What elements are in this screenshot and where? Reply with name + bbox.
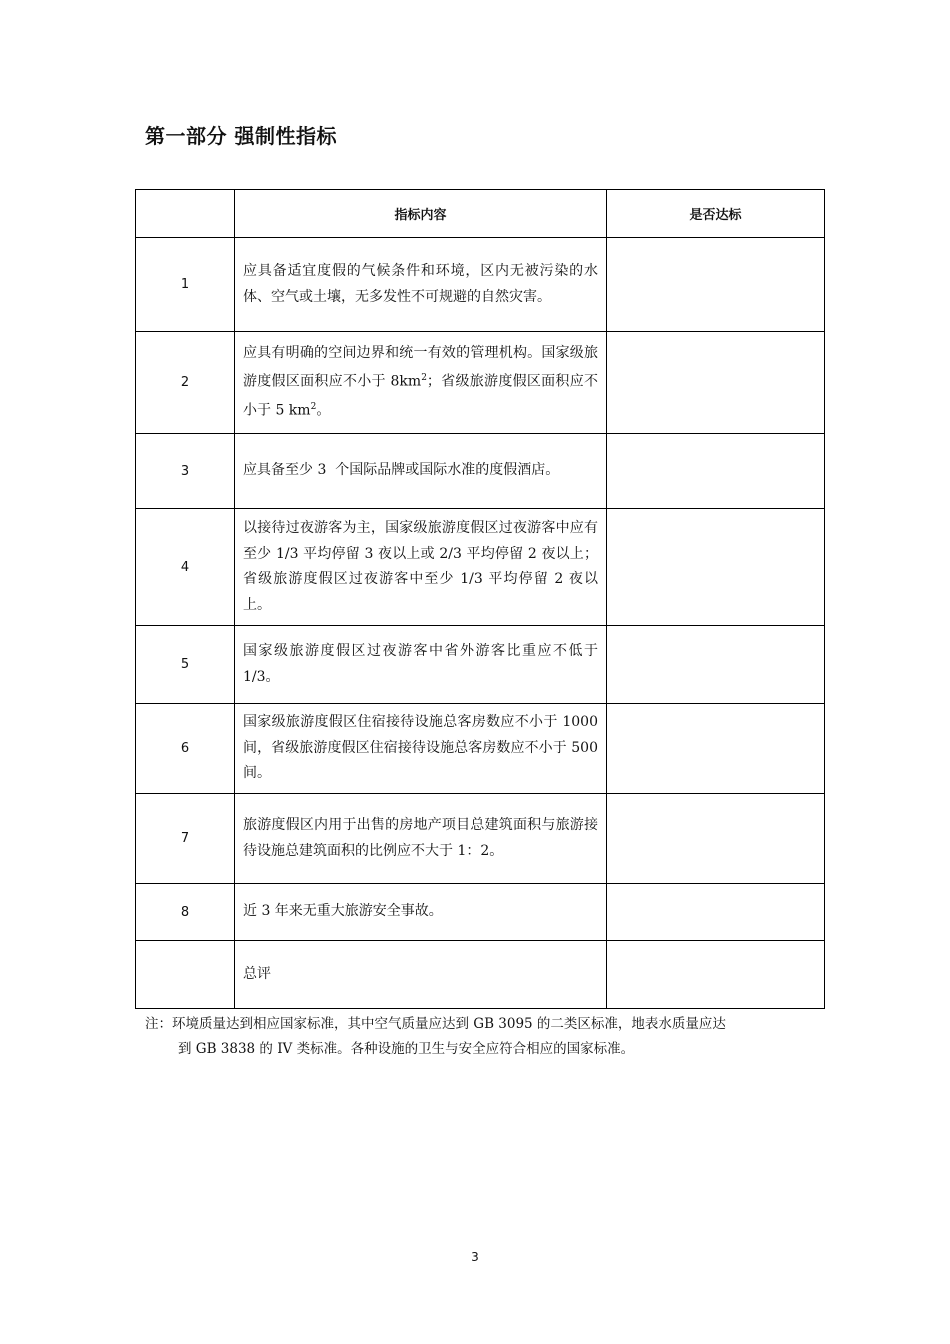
superscript: 2 (421, 373, 427, 384)
row-content: 国家级旅游度假区住宿接待设施总客房数应不小于 1000 间，省级旅游度假区住宿接待设施总客房数应不小于 500 间。 (235, 704, 607, 794)
row-number (136, 941, 235, 1009)
table-row (136, 238, 825, 332)
row-content (235, 332, 607, 434)
table-header-row (136, 190, 825, 238)
table-row-summary (136, 941, 825, 1009)
row-number: 4 (136, 509, 235, 626)
indicators-table (135, 189, 825, 1009)
table-row (136, 332, 825, 434)
summary-result-cell[interactable] (607, 941, 825, 1009)
table-row (136, 626, 825, 704)
summary-label: 总评 (235, 941, 607, 1009)
header-number (136, 190, 235, 238)
row-number: 6 (136, 704, 235, 794)
row-content: 应具备至少 3 个国际品牌或国际水准的度假酒店。 (235, 434, 607, 509)
row-number: 7 (136, 794, 235, 884)
row-number: 3 (136, 434, 235, 509)
superscript: 2 (310, 402, 317, 413)
footnote (145, 1012, 815, 1062)
table-row (136, 884, 825, 941)
row-content-text: ；省级旅游度假区面积应不小于 5 km (243, 373, 598, 419)
header-content: 指标内容 (235, 190, 607, 238)
header-result: 是否达标 (607, 190, 825, 238)
row-content: 近 3 年来无重大旅游安全事故。 (235, 884, 607, 941)
table-row (136, 509, 825, 626)
row-result-cell[interactable] (607, 884, 825, 941)
row-number: 2 (136, 332, 235, 434)
row-number: 5 (136, 626, 235, 704)
row-result-cell[interactable] (607, 238, 825, 332)
row-content-text: 应具有明确的空间边界和统一有效的管理机构。国家级旅游度假区面积应不小于 8km (243, 344, 598, 390)
page-number: 3 (471, 1250, 479, 1264)
section-title: 第一部分 强制性指标 (145, 124, 337, 148)
row-number: 1 (136, 238, 235, 332)
row-number: 8 (136, 884, 235, 941)
row-content: 以接待过夜游客为主，国家级旅游度假区过夜游客中应有至少 1/3 平均停留 3 夜以上或 2/3 平均停留 2 夜以上；省级旅游度假区过夜游客中至少 1/3 平均停留 2 夜以上。 (235, 509, 607, 626)
row-content: 国家级旅游度假区过夜游客中省外游客比重应不低于 1/3。 (235, 626, 607, 704)
table-row (136, 434, 825, 509)
row-result-cell[interactable] (607, 794, 825, 884)
row-content-text: 。 (316, 402, 331, 419)
row-content: 旅游度假区内用于出售的房地产项目总建筑面积与旅游接待设施总建筑面积的比例应不大于 1：2。 (235, 794, 607, 884)
table-row (136, 704, 825, 794)
row-result-cell[interactable] (607, 626, 825, 704)
row-content: 应具备适宜度假的气候条件和环境，区内无被污染的水体、空气或土壤，无多发性不可规避的自然灾害。 (235, 238, 607, 332)
row-result-cell[interactable] (607, 434, 825, 509)
footnote-line: 到 GB 3838 的 IV 类标准。各种设施的卫生与安全应符合相应的国家标准。 (178, 1041, 635, 1057)
row-result-cell[interactable] (607, 704, 825, 794)
row-result-cell[interactable] (607, 332, 825, 434)
row-result-cell[interactable] (607, 509, 825, 626)
table-row (136, 794, 825, 884)
footnote-line: 注：环境质量达到相应国家标准，其中空气质量应达到 GB 3095 的二类区标准，地表水质量应达 (145, 1016, 726, 1032)
